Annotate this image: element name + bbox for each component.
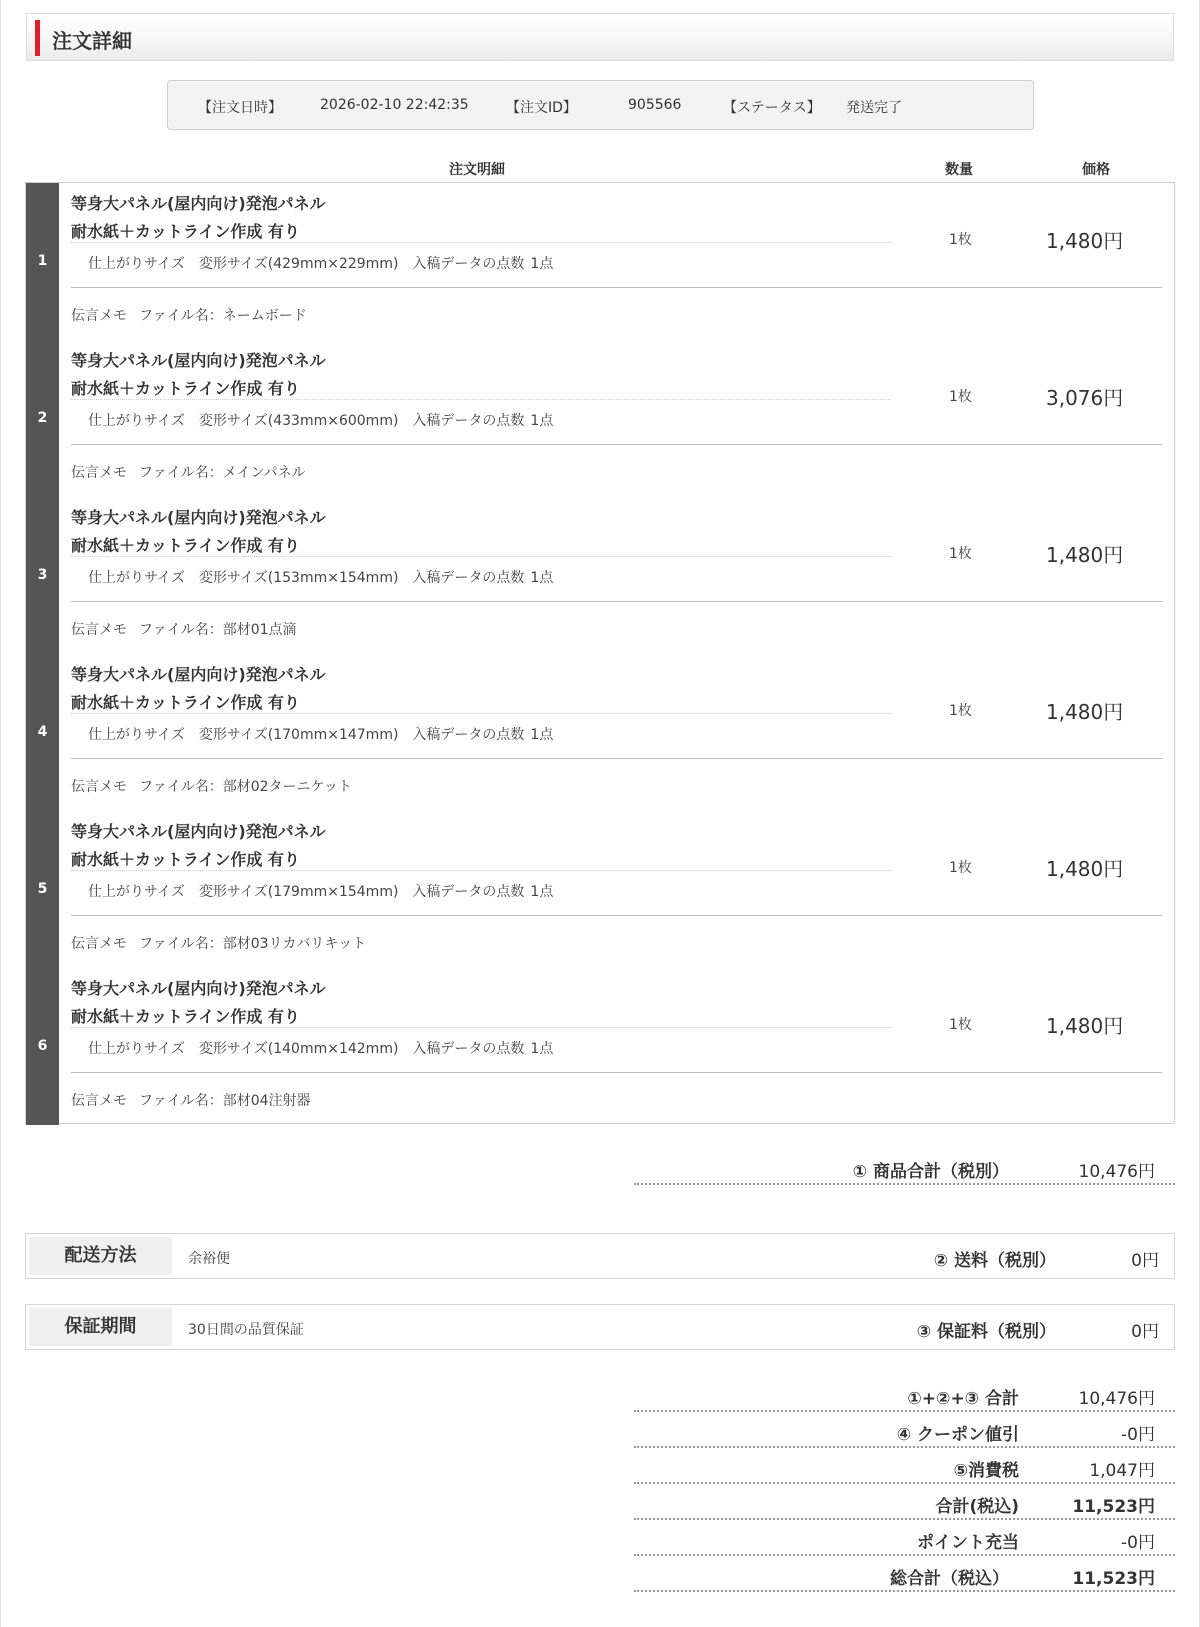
item-product-name: 等身大パネル(屋内向け)発泡パネル — [71, 822, 326, 841]
shipping-fee-label: ② 送料（税別） — [933, 1251, 1056, 1271]
shipping-method-head: 配送方法 — [29, 1237, 172, 1275]
warranty-fee-value: 0円 — [1131, 1322, 1159, 1342]
item-memo — [71, 462, 317, 482]
item-number-column — [26, 968, 59, 1125]
warranty-value: 30日間の品質保証 — [188, 1322, 304, 1338]
order-item-row — [26, 654, 1174, 811]
item-memo-label: 伝言メモ — [71, 936, 127, 952]
item-memo-value: ファイル名：部材03リカバリキット — [139, 936, 367, 952]
item-size-info — [88, 1038, 567, 1058]
total-label: 合計(税込) — [935, 1497, 1019, 1517]
item-quantity: 1枚 — [949, 860, 972, 876]
item-size-value: 変形サイズ(179mm×154mm) — [198, 884, 399, 900]
column-header-qty: 数量 — [945, 162, 973, 178]
item-memo — [71, 305, 319, 325]
item-count-label: 入稿データの点数 — [412, 413, 525, 429]
total-row — [634, 1448, 1175, 1484]
item-memo-label: 伝言メモ — [71, 622, 127, 638]
item-size-value: 変形サイズ(170mm×147mm) — [198, 727, 399, 743]
total-value: 1,047円 — [1089, 1461, 1155, 1481]
item-memo-value: ファイル名：ネームボード — [139, 308, 307, 324]
shipping-method-row — [25, 1233, 1175, 1279]
item-size-info — [88, 881, 567, 901]
order-date-label: 【注文日時】 — [198, 100, 282, 116]
item-price: 1,480円 — [1046, 1014, 1124, 1038]
item-number-column — [26, 811, 59, 968]
item-memo — [71, 619, 309, 639]
item-dotted-divider — [71, 713, 891, 714]
item-count-value: 1点 — [530, 256, 554, 272]
item-size-info — [88, 567, 567, 587]
item-number-column — [26, 497, 59, 654]
order-item-row — [26, 811, 1174, 968]
total-value: -0円 — [1121, 1533, 1155, 1553]
item-size-label: 仕上がりサイズ — [88, 1041, 185, 1057]
item-number-column — [26, 340, 59, 497]
total-label: ①+②+③ 合計 — [907, 1389, 1019, 1409]
item-divider — [71, 758, 1162, 759]
item-memo-value: ファイル名：部材02ターニケット — [139, 779, 352, 795]
subtotal-label: ① 商品合計（税別） — [852, 1162, 1009, 1182]
item-size-value: 変形サイズ(140mm×142mm) — [198, 1041, 399, 1057]
item-quantity: 1枚 — [949, 232, 972, 248]
item-dotted-divider — [71, 870, 891, 871]
item-product-option: 耐水紙＋カットライン作成 有り — [71, 1007, 300, 1026]
total-value: 10,476円 — [1078, 1389, 1155, 1409]
item-size-info — [88, 253, 567, 273]
order-date-value: 2026-02-10 22:42:35 — [320, 97, 469, 113]
item-memo-label: 伝言メモ — [71, 465, 127, 481]
warranty-head: 保証期間 — [29, 1308, 172, 1346]
item-quantity: 1枚 — [949, 1017, 972, 1033]
item-size-label: 仕上がりサイズ — [88, 727, 185, 743]
item-product-option: 耐水紙＋カットライン作成 有り — [71, 536, 300, 555]
total-label: ④ クーポン値引 — [896, 1425, 1019, 1445]
item-dotted-divider — [71, 242, 891, 243]
item-memo — [71, 933, 378, 953]
column-header-detail: 注文明細 — [449, 162, 505, 178]
item-divider — [71, 287, 1162, 288]
order-item-row — [26, 340, 1174, 497]
item-size-value: 変形サイズ(153mm×154mm) — [198, 570, 399, 586]
item-size-label: 仕上がりサイズ — [88, 413, 185, 429]
order-id-label: 【注文ID】 — [506, 100, 577, 116]
item-memo — [71, 1090, 323, 1110]
item-price: 3,076円 — [1046, 386, 1124, 410]
item-count-label: 入稿データの点数 — [412, 884, 525, 900]
total-value: -0円 — [1121, 1425, 1155, 1445]
order-id-value: 905566 — [628, 97, 682, 113]
item-number: 4 — [37, 724, 48, 740]
item-memo-label: 伝言メモ — [71, 1093, 127, 1109]
item-price: 1,480円 — [1046, 700, 1124, 724]
item-quantity: 1枚 — [949, 546, 972, 562]
item-dotted-divider — [71, 399, 891, 400]
item-divider — [71, 444, 1162, 445]
item-divider — [71, 915, 1162, 916]
order-info-bar — [167, 80, 1034, 130]
item-count-label: 入稿データの点数 — [412, 727, 525, 743]
item-number: 5 — [37, 881, 48, 897]
item-product-name: 等身大パネル(屋内向け)発泡パネル — [71, 979, 326, 998]
total-value: 11,523円 — [1072, 1569, 1155, 1589]
item-memo-label: 伝言メモ — [71, 308, 127, 324]
total-label: ⑤消費税 — [953, 1461, 1019, 1481]
item-size-label: 仕上がりサイズ — [88, 884, 185, 900]
total-label: 総合計（税込） — [890, 1569, 1009, 1589]
warranty-fee-label: ③ 保証料（税別） — [916, 1322, 1056, 1342]
item-memo-value: ファイル名：部材04注射器 — [139, 1093, 311, 1109]
item-number: 3 — [37, 567, 48, 583]
total-row — [634, 1556, 1175, 1592]
item-product-name: 等身大パネル(屋内向け)発泡パネル — [71, 351, 326, 370]
item-product-option: 耐水紙＋カットライン作成 有り — [71, 222, 300, 241]
item-number: 2 — [37, 410, 48, 426]
item-divider — [71, 601, 1162, 602]
page-header — [26, 13, 1174, 61]
item-divider — [71, 1072, 1162, 1073]
item-price: 1,480円 — [1046, 229, 1124, 253]
item-quantity: 1枚 — [949, 389, 972, 405]
item-number-column — [26, 654, 59, 811]
item-size-label: 仕上がりサイズ — [88, 570, 185, 586]
item-price: 1,480円 — [1046, 543, 1124, 567]
total-row — [634, 1376, 1175, 1412]
shipping-fee-value: 0円 — [1131, 1251, 1159, 1271]
subtotal-value: 10,476円 — [1078, 1162, 1155, 1182]
item-count-value: 1点 — [530, 570, 554, 586]
item-product-option: 耐水紙＋カットライン作成 有り — [71, 693, 300, 712]
item-number-column — [26, 183, 59, 340]
item-memo-value: ファイル名：メインパネル — [139, 465, 306, 481]
item-count-value: 1点 — [530, 1041, 554, 1057]
item-price: 1,480円 — [1046, 857, 1124, 881]
item-size-info — [88, 724, 567, 744]
item-product-option: 耐水紙＋カットライン作成 有り — [71, 379, 300, 398]
item-size-label: 仕上がりサイズ — [88, 256, 185, 272]
item-memo-label: 伝言メモ — [71, 779, 127, 795]
total-label: ポイント充当 — [917, 1533, 1019, 1553]
item-product-name: 等身大パネル(屋内向け)発泡パネル — [71, 508, 326, 527]
total-row — [634, 1520, 1175, 1556]
item-product-name: 等身大パネル(屋内向け)発泡パネル — [71, 665, 326, 684]
item-size-value: 変形サイズ(429mm×229mm) — [198, 256, 399, 272]
item-product-option: 耐水紙＋カットライン作成 有り — [71, 850, 300, 869]
item-product-name: 等身大パネル(屋内向け)発泡パネル — [71, 194, 326, 213]
item-count-value: 1点 — [530, 413, 554, 429]
total-row — [634, 1412, 1175, 1448]
item-count-label: 入稿データの点数 — [412, 1041, 525, 1057]
item-quantity: 1枚 — [949, 703, 972, 719]
order-item-row — [26, 183, 1174, 340]
order-items-table — [25, 182, 1175, 1124]
order-item-row — [26, 968, 1174, 1125]
page-title: 注文詳細 — [52, 29, 132, 53]
total-row — [634, 1484, 1175, 1520]
total-value: 11,523円 — [1072, 1497, 1155, 1517]
item-memo-value: ファイル名：部材01点滴 — [139, 622, 297, 638]
item-count-label: 入稿データの点数 — [412, 256, 525, 272]
item-count-value: 1点 — [530, 727, 554, 743]
order-item-row — [26, 497, 1174, 654]
item-size-info — [88, 410, 567, 430]
item-number: 6 — [37, 1038, 48, 1054]
item-dotted-divider — [71, 556, 891, 557]
column-header-price: 価格 — [1082, 162, 1110, 178]
item-number: 1 — [37, 253, 48, 269]
warranty-row — [25, 1304, 1175, 1350]
item-memo — [71, 776, 364, 796]
item-size-value: 変形サイズ(433mm×600mm) — [198, 413, 399, 429]
order-status-label: 【ステータス】 — [723, 100, 821, 116]
item-count-value: 1点 — [530, 884, 554, 900]
item-dotted-divider — [71, 1027, 891, 1028]
header-accent-bar — [35, 20, 40, 56]
order-status-value: 発送完了 — [846, 100, 902, 116]
item-count-label: 入稿データの点数 — [412, 570, 525, 586]
subtotal-row — [634, 1153, 1175, 1185]
shipping-method-value: 余裕便 — [188, 1251, 230, 1267]
